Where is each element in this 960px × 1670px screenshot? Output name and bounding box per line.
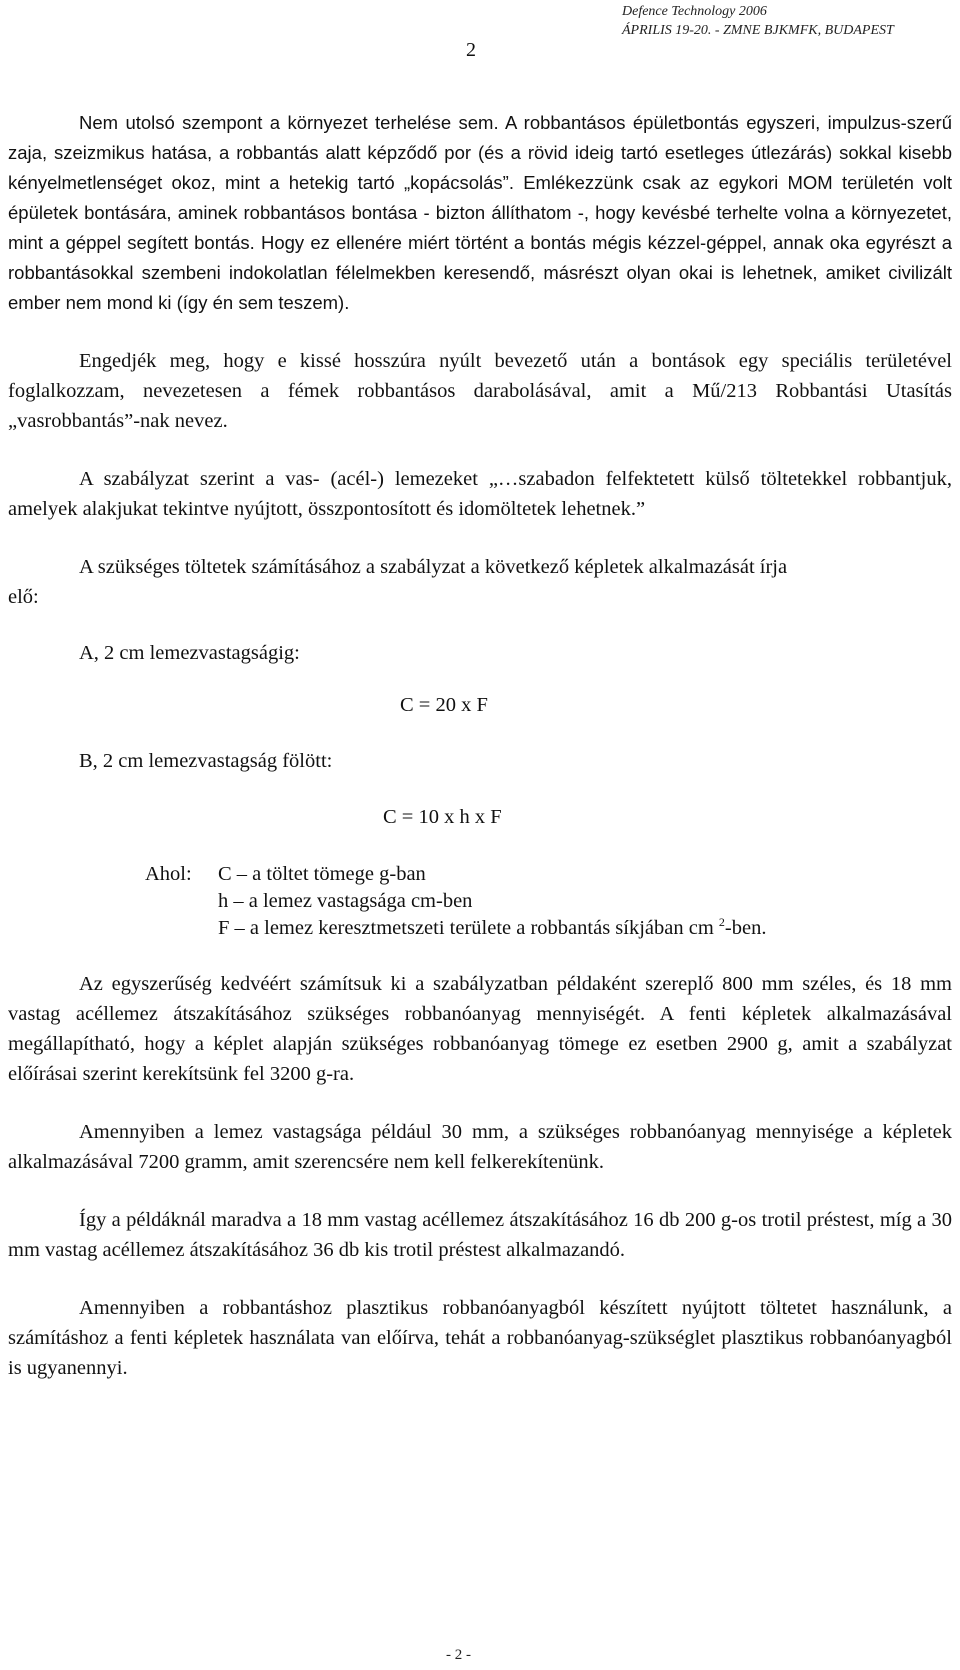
legend-f-suffix: -ben. bbox=[724, 917, 767, 939]
conference-date-place: ÁPRILIS 19-20. - ZMNE BJKMFK, BUDAPEST bbox=[622, 23, 894, 38]
legend-h-definition: h – a lemez vastagsága cm-ben bbox=[218, 890, 473, 912]
legend-f-superscript: 2 bbox=[718, 915, 725, 929]
document-body-bottom bbox=[8, 969, 952, 1383]
paragraph-introduction: Engedjék meg, hogy e kissé hosszúra nyúlt bevezető után a bontások egy speciális területével foglalkozzam, nevezetesen a fémek robbantásos darabolásával, amit a Mű/213 Robbantási Utasítás „vasrobbantás”-nak nevez. bbox=[8, 350, 952, 432]
case-b-label: B, 2 cm lemezvastagság fölött: bbox=[79, 750, 333, 772]
running-header bbox=[622, 2, 952, 40]
legend-row-c bbox=[145, 861, 766, 888]
paragraph-formula-intro bbox=[8, 552, 952, 642]
document-body-top bbox=[8, 108, 952, 642]
conference-title: Defence Technology 2006 bbox=[622, 4, 767, 19]
paragraph-plastic-explosive: Amennyiben a robbantáshoz plasztikus robbanóanyagból készített nyújtott töltetet használunk, a számításhoz a fenti képletek használata van előírva, tehát a robbanóanyag-szükséglet plasztikus robbanóanyagból is ugyanennyi. bbox=[8, 1297, 952, 1379]
case-a-label: A, 2 cm lemezvastagságig: bbox=[79, 642, 300, 664]
paragraph-regulation-quote: A szabályzat szerint a vas- (acél-) lemezeket „…szabadon felfektetett külső töltetekkel robbantjuk, amelyek alakjukat tekintve nyújtott, összpontosított és idomöltetek lehetnek.” bbox=[8, 468, 952, 520]
formula-a: C = 20 x F bbox=[400, 694, 488, 716]
formula-intro-text: A szükséges töltetek számításához a szabályzat a következő képletek alkalmazását írja bbox=[79, 556, 788, 578]
page-number: 2 bbox=[466, 39, 476, 61]
paragraph-30mm-case: Amennyiben a lemez vastagsága például 30 mm, a szükséges robbanóanyag mennyisége a képletek alkalmazásával 7200 gramm, amit szerencsére nem kell felkerekítenünk. bbox=[8, 1121, 952, 1173]
legend-row-f bbox=[145, 915, 766, 944]
legend-f-text: F – a lemez keresztmetszeti területe a robbantás síkjában cm bbox=[218, 917, 714, 939]
legend-c-definition: C – a töltet tömege g-ban bbox=[218, 863, 426, 885]
legend-f-definition bbox=[218, 915, 766, 944]
legend-label: Ahol: bbox=[145, 863, 192, 885]
legend-row-h bbox=[145, 888, 766, 915]
paragraph-environment: Nem utolsó szempont a környezet terhelése sem. A robbantásos épületbontás egyszeri, impulzus-szerű zaja, szeizmikus hatása, a robbantás alatt képződő por (és a rövid ideig tartó esetleges útlezárás) sokkal kisebb kényelmetlenséget okoz, mint a hetekig tartó „kopácsolás”. Emlékezzünk csak az egykori MOM területén volt épületek bontására, aminek robbantásos bontása - bizton állíthatom -, hogy kevésbé terhelte volna a környezetet, mint a géppel segített bontás. Hogy ez ellenére miért történt a bontás mégis kézzel-géppel, annak oka egyrészt a robbantásokkal szembeni indokolatlan félelmekben keresendő, másrészt olyan okai is lehetnek, amiket civilizált ember nem mond ki (így én sem teszem). bbox=[8, 112, 952, 313]
footer-page-number: - 2 - bbox=[446, 1647, 471, 1663]
paragraph-example-calculation: Az egyszerűség kedvéért számítsuk ki a szabályzatban példaként szereplő 800 mm széles, és 18 mm vastag acéllemez átszakításához szükséges robbanóanyag mennyiségét. A fenti képletek alkalmazásával megállapítható, hogy a képlet alapján szükséges robbanóanyag tömege ez esetben 2900 g, amit a szabályzat előírásai szerint kerekítsünk fel 3200 g-ra. bbox=[8, 973, 952, 1085]
formula-legend bbox=[145, 861, 766, 944]
paragraph-trotil-count: Így a példáknál maradva a 18 mm vastag acéllemez átszakításához 16 db 200 g-os trotil préstest, míg a 30 mm vastag acéllemez átszakításához 36 db kis trotil préstest alkalmazandó. bbox=[8, 1209, 952, 1261]
formula-intro-tail: elő: bbox=[8, 586, 39, 608]
formula-b: C = 10 x h x F bbox=[383, 806, 502, 828]
